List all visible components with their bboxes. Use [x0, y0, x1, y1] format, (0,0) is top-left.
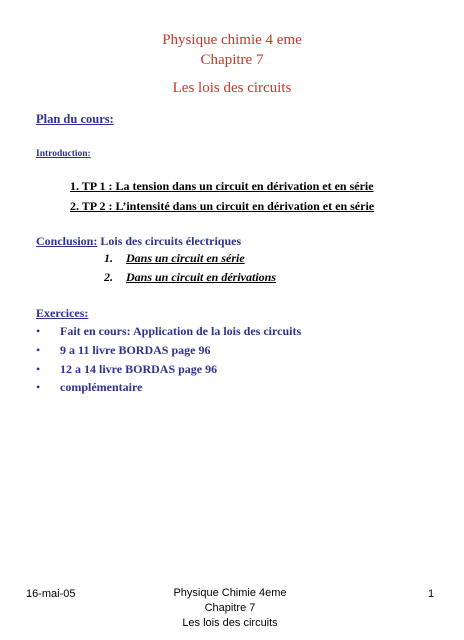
footer-center [130, 586, 330, 631]
bullet-icon: • [36, 324, 41, 338]
tp-item-2: 2. TP 2 : L’intensité dans un circuit en dérivation et en série [70, 199, 375, 213]
title-line-topic: Les lois des circuits [172, 80, 292, 96]
conclusion-text: Lois des circuits électriques [97, 234, 242, 248]
page-title [0, 30, 464, 98]
conclusion-item-2 [104, 270, 276, 285]
conclusion-item-number: 1. [104, 251, 113, 265]
conclusion-item-text: Dans un circuit en dérivations [126, 270, 277, 284]
bullet-icon: • [36, 362, 41, 376]
exercice-item-4 [36, 380, 142, 395]
footer-date: 16-mai-05 [26, 588, 76, 600]
title-line-chapter: Chapitre 7 [200, 52, 264, 68]
conclusion-label: Conclusion: [36, 234, 98, 248]
conclusion-item-1 [104, 251, 245, 266]
bullet-icon: • [36, 343, 41, 357]
exercice-item-text: 12 a 14 livre BORDAS page 96 [60, 362, 218, 376]
conclusion-item-text: Dans un circuit en série [126, 251, 245, 265]
exercice-item-1 [36, 324, 301, 339]
exercice-item-text: Fait en cours: Application de la lois des circuits [60, 324, 302, 338]
footer-subject: Physique Chimie 4eme [173, 587, 287, 599]
tp-item-1: 1. TP 1 : La tension dans un circuit en dérivation et en série [70, 179, 374, 193]
exercice-item-text: 9 a 11 livre BORDAS page 96 [60, 343, 211, 357]
exercices-heading: Exercices: [36, 306, 89, 320]
conclusion-line [36, 234, 241, 249]
footer-topic: Les lois des circuits [182, 617, 278, 629]
title-line-subject: Physique chimie 4 eme [162, 32, 302, 48]
plan-heading: Plan du cours: [36, 112, 114, 126]
conclusion-item-number: 2. [104, 270, 113, 284]
bullet-icon: • [36, 380, 41, 394]
introduction-heading: Introduction: [36, 149, 91, 159]
exercice-item-text: complémentaire [60, 380, 143, 394]
footer-page-number: 1 [428, 588, 435, 600]
footer-chapter: Chapitre 7 [204, 602, 256, 614]
exercice-item-2 [36, 343, 210, 358]
exercice-item-3 [36, 362, 217, 377]
